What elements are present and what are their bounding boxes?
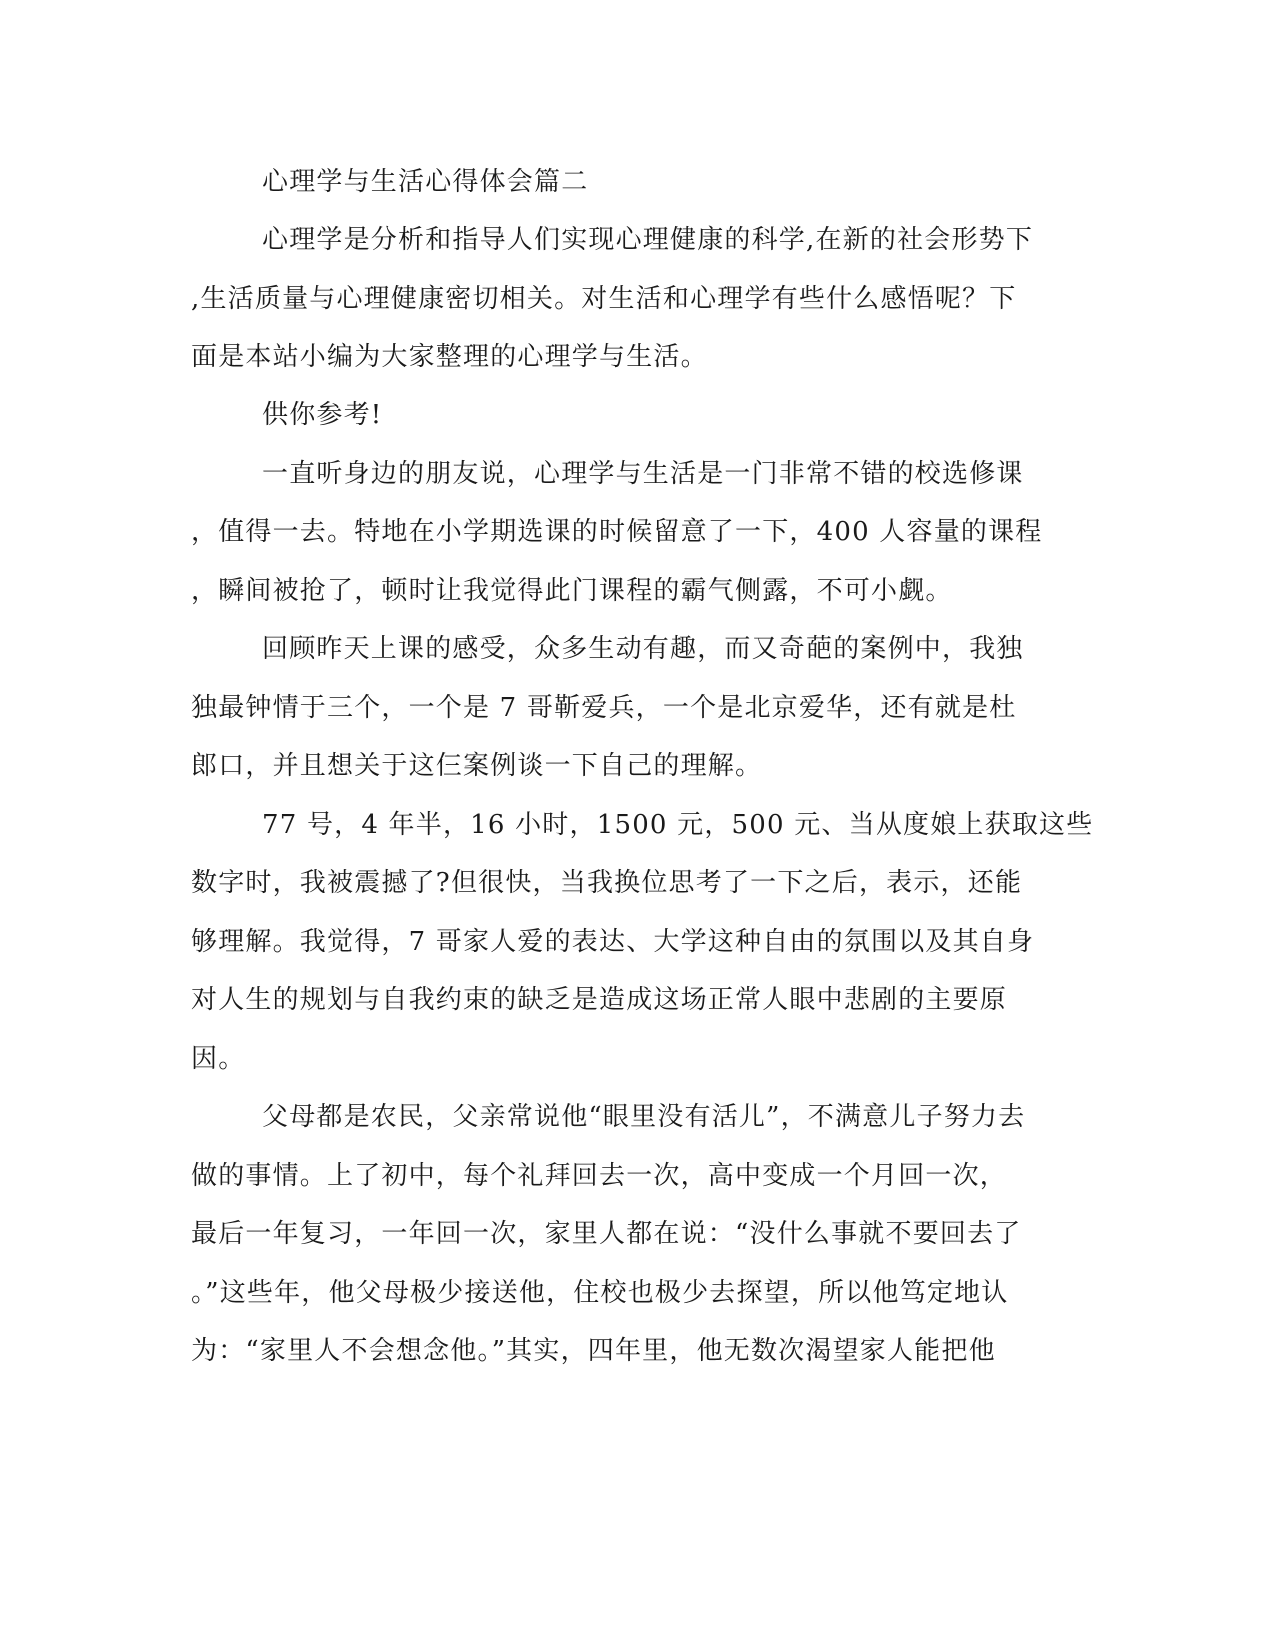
- paragraph-line: 77 号，4 年半，16 小时，1500 元，500 元、当从度娘上获取这些: [262, 810, 1094, 840]
- paragraph-line: ，瞬间被抢了，顿时让我觉得此门课程的霸气侧露，不可小觑。: [191, 576, 953, 606]
- paragraph-line: 回顾昨天上课的感受，众多生动有趣，而又奇葩的案例中，我独: [262, 634, 1024, 664]
- paragraph-line: 为：“家里人不会想念他。”其实，四年里，他无数次渴望家人能把他: [191, 1336, 996, 1366]
- paragraph-line: 对人生的规划与自我约束的缺乏是造成这场正常人眼中悲剧的主要原: [191, 985, 1008, 1015]
- paragraph-line: 面是本站小编为大家整理的心理学与生活。: [191, 342, 708, 372]
- paragraph-line: 郎口，并且想关于这仨案例谈一下自己的理解。: [191, 751, 763, 781]
- document-title: 心理学与生活心得体会篇二: [262, 167, 589, 197]
- paragraph-line: 独最钟情于三个，一个是 7 哥靳爱兵，一个是北京爱华，还有就是杜: [191, 693, 1017, 723]
- paragraph-line: 供你参考!: [262, 400, 383, 430]
- paragraph-line: 最后一年复习，一年回一次，家里人都在说：“没什么事就不要回去了: [191, 1219, 1022, 1249]
- paragraph-line: ,生活质量与心理健康密切相关。对生活和心理学有些什么感悟呢？下: [191, 284, 1017, 314]
- paragraph-line: 父母都是农民，父亲常说他“眼里没有活儿”，不满意儿子努力去: [262, 1102, 1026, 1132]
- paragraph-line: 够理解。我觉得，7 哥家人爱的表达、大学这种自由的氛围以及其自身: [191, 927, 1035, 957]
- paragraph-line: 一直听身边的朋友说，心理学与生活是一门非常不错的校选修课: [262, 459, 1024, 489]
- paragraph-line: 做的事情。上了初中，每个礼拜回去一次，高中变成一个月回一次，: [191, 1161, 1008, 1191]
- paragraph-line: ，值得一去。特地在小学期选课的时候留意了一下，400 人容量的课程: [191, 517, 1043, 547]
- paragraph-line: 因。: [191, 1044, 246, 1074]
- paragraph-line: 数字时，我被震撼了?但很快，当我换位思考了一下之后，表示，还能: [191, 868, 1023, 898]
- paragraph-line: 。”这些年，他父母极少接送他，住校也极少去探望，所以他笃定地认: [191, 1278, 1009, 1308]
- paragraph-line: 心理学是分析和指导人们实现心理健康的科学,在新的社会形势下: [262, 225, 1034, 255]
